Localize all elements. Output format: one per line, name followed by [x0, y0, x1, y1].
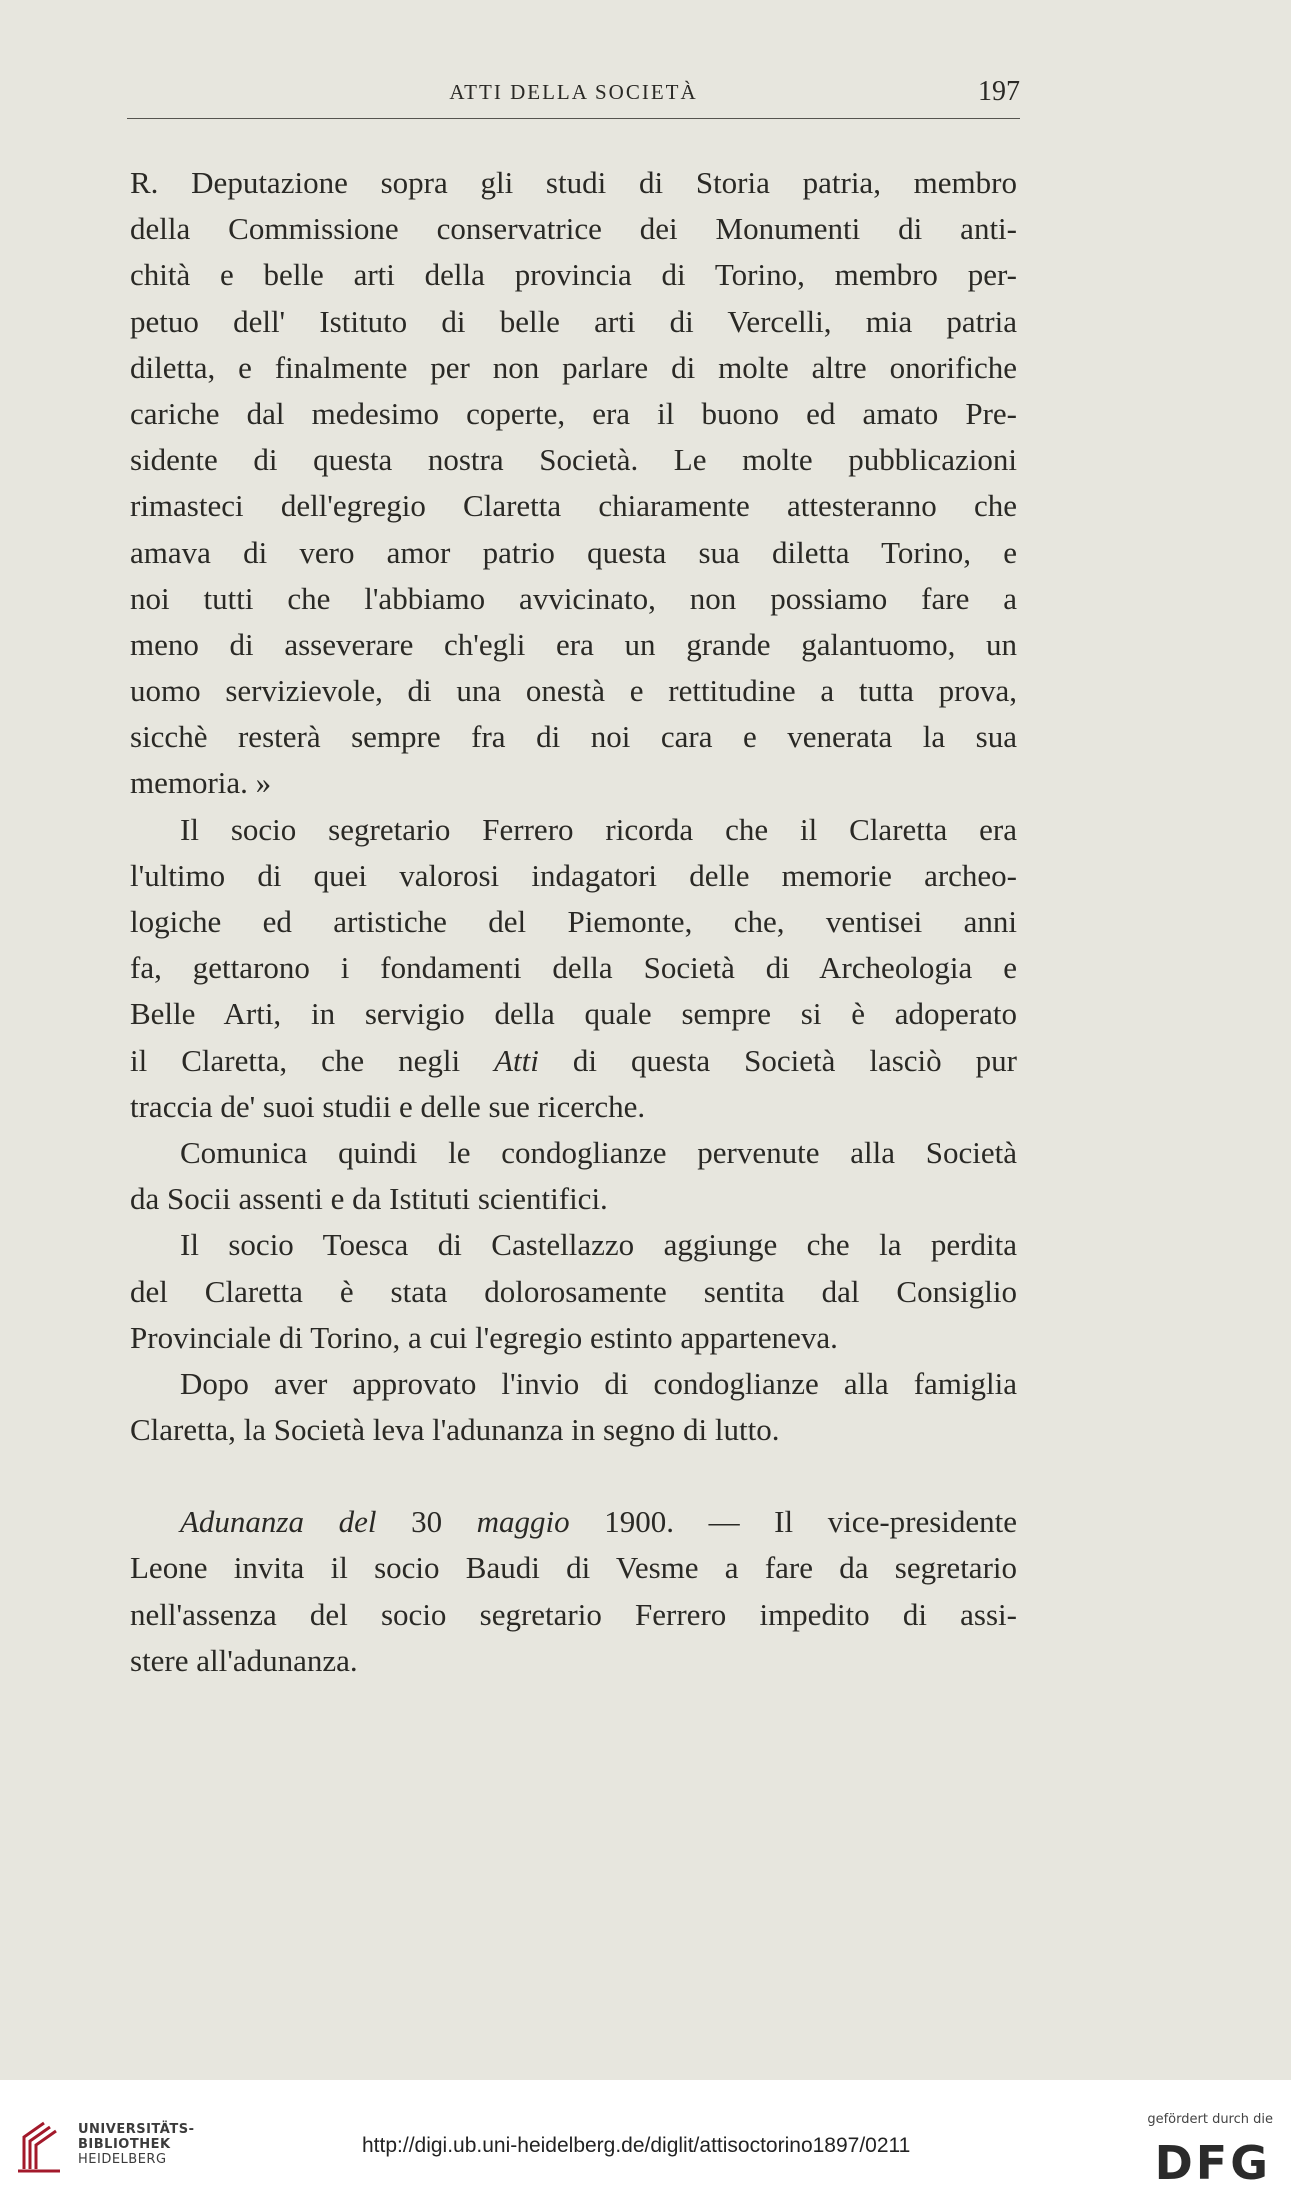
- dfg-logo: DFG: [1154, 2136, 1271, 2190]
- permalink[interactable]: http://digi.ub.uni-heidelberg.de/diglit/attisoctorino1897/0211: [362, 2134, 911, 2157]
- running-head-title: ATTI DELLA SOCIETÀ: [449, 80, 698, 104]
- text-line: traccia de' suoi studii e delle sue ricerche.: [130, 1088, 646, 1124]
- text-line: sicchè resterà sempre fra di noi cara e venerata la sua: [130, 719, 1017, 755]
- text-line: petuo dell' Istituto di belle arti di Vercelli, mia patria: [130, 303, 1017, 339]
- text-line: diletta, e finalmente per non parlare di molte altre onorifiche: [130, 349, 1017, 385]
- paragraph: [130, 1222, 1017, 1361]
- session-heading: Adunanza del: [180, 1504, 377, 1540]
- paragraph: [130, 1361, 1017, 1453]
- text-line: uomo servizievole, di una onestà e rettitudine a tutta prova,: [130, 673, 1017, 709]
- library-name-line: BIBLIOTHEK: [78, 2137, 171, 2152]
- session-month: maggio: [476, 1504, 570, 1540]
- text-line: l'ultimo di quei valorosi indagatori delle memorie archeo-: [130, 857, 1017, 893]
- italic-title: Atti: [494, 1042, 539, 1078]
- funded-by-label: gefördert durch die: [1147, 2112, 1273, 2127]
- text-line: [130, 1499, 1017, 1545]
- text-line: Belle Arti, in servigio della quale sempre si è adoperato: [130, 996, 1017, 1032]
- paragraph: [130, 1499, 1017, 1684]
- paragraph: [130, 1130, 1017, 1222]
- running-head: [127, 72, 1020, 112]
- text-line: R. Deputazione sopra gli studi di Storia patria, membro: [130, 165, 1017, 200]
- text-line: Leone invita il socio Baudi di Vesme a fare da segretario: [130, 1550, 1017, 1586]
- text-line: della Commissione conservatrice dei Monumenti di anti-: [130, 211, 1017, 247]
- paragraph: [130, 160, 1017, 807]
- paragraph: [130, 807, 1017, 1130]
- text-segment: il Claretta, che negli: [130, 1042, 495, 1078]
- library-logo-icon: [10, 2115, 70, 2175]
- text-line: noi tutti che l'abbiamo avvicinato, non possiamo fare a: [130, 580, 1017, 616]
- library-name: [78, 2122, 194, 2167]
- text-line: rimasteci dell'egregio Claretta chiaramente attesteranno che: [130, 488, 1017, 524]
- session-day: 30: [411, 1504, 443, 1540]
- text-line: Il socio segretario Ferrero ricorda che il Claretta era: [180, 811, 1017, 847]
- text-line: logiche ed artistiche del Piemonte, che, ventisei anni: [130, 904, 1017, 939]
- text-line: Provinciale di Torino, a cui l'egregio estinto apparteneva.: [130, 1319, 838, 1355]
- text-line: Claretta, la Società leva l'adunanza in segno di lutto.: [130, 1412, 780, 1448]
- text-line: chità e belle arti della provincia di Torino, membro per-: [130, 257, 1017, 293]
- text-line: stere all'adunanza.: [130, 1642, 358, 1678]
- body-text: [130, 160, 1017, 1684]
- text-segment: 1900. — Il vice-presidente: [604, 1504, 1018, 1540]
- text-line: nell'assenza del socio segretario Ferrero impedito di assi-: [130, 1596, 1017, 1632]
- header-rule: [127, 118, 1020, 119]
- text-line: da Socii assenti e da Istituti scientifici.: [130, 1181, 608, 1217]
- text-line: Comunica quindi le condoglianze pervenute alla Società: [180, 1134, 1017, 1170]
- page-number: 197: [978, 76, 1020, 107]
- text-line: cariche dal medesimo coperte, era il buono ed amato Pre-: [130, 395, 1017, 431]
- text-line: amava di vero amor patrio questa sua diletta Torino, e: [130, 534, 1017, 570]
- library-name-line: UNIVERSITÄTS-: [78, 2122, 195, 2137]
- text-line: Dopo aver approvato l'invio di condoglianze alla famiglia: [180, 1365, 1017, 1401]
- text-line: [130, 1038, 1017, 1084]
- text-line: memoria. »: [130, 765, 272, 801]
- text-line: meno di asseverare ch'egli era un grande galantuomo, un: [130, 626, 1017, 662]
- text-line: fa, gettarono i fondamenti della Società di Archeologia e: [130, 950, 1017, 986]
- text-segment: di questa Società lasciò pur: [538, 1042, 1017, 1078]
- text-line: Il socio Toesca di Castellazzo aggiunge che la perdita: [180, 1227, 1017, 1263]
- library-name-line: HEIDELBERG: [78, 2152, 167, 2167]
- text-line: del Claretta è stata dolorosamente sentita dal Consiglio: [130, 1273, 1017, 1309]
- text-line: sidente di questa nostra Società. Le molte pubblicazioni: [130, 442, 1017, 478]
